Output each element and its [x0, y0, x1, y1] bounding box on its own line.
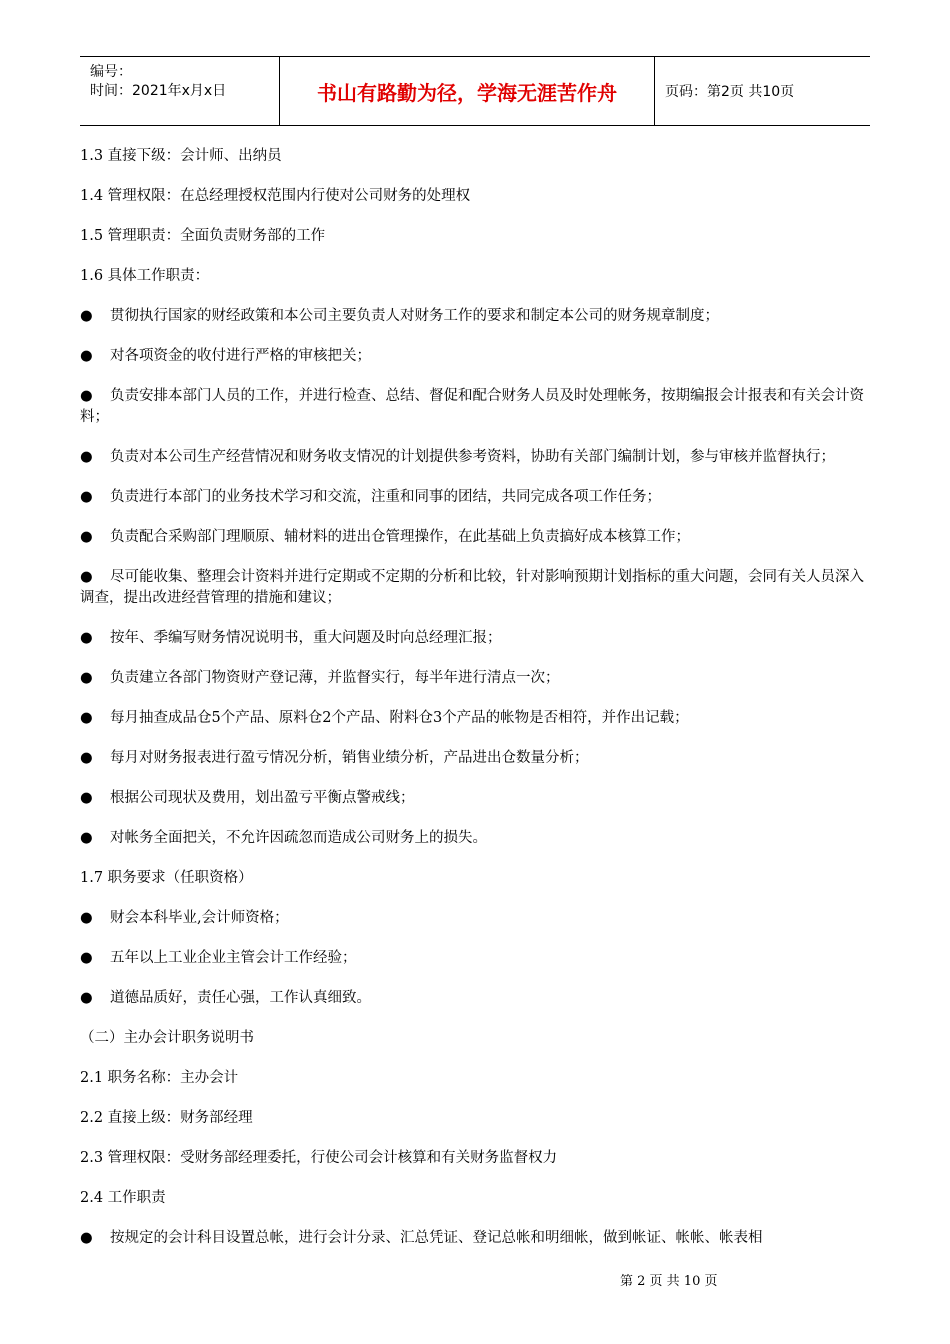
bullet-item [80, 527, 870, 548]
bullet-text: 五年以上工业企业主管会计工作经验； [110, 950, 357, 966]
bullet-item [80, 346, 870, 367]
bullet-item [80, 788, 870, 809]
paragraph: 1.5 管理职责：全面负责财务部的工作 [80, 228, 326, 244]
bullet-item [80, 306, 870, 327]
bullet-icon: ● [80, 1230, 93, 1246]
bullet-text: 每月抽查成品仓5个产品、原料仓2个产品、附料仓3个产品的帐物是否相符，并作出记载； [110, 710, 689, 726]
bullet-icon: ● [80, 710, 93, 726]
paragraph: 2.3 管理权限：受财务部经理委托，行使公司会计核算和有关财务监督权力 [80, 1150, 558, 1166]
bullet-item [80, 988, 870, 1009]
bullet-icon: ● [80, 790, 93, 806]
bullet-text: 每月对财务报表进行盈亏情况分析，销售业绩分析，产品进出仓数量分析； [110, 750, 589, 766]
document-body [80, 146, 870, 1268]
bullet-item [80, 1228, 870, 1249]
bullet-item [80, 447, 870, 468]
header-info-cell [80, 57, 280, 125]
paragraph: 1.6 具体工作职责： [80, 268, 210, 284]
bullet-icon: ● [80, 830, 93, 846]
paragraph: 2.4 工作职责 [80, 1190, 166, 1206]
page-footer: 第 2 页 共 10 页 [620, 1274, 718, 1289]
paragraph: 1.7 职务要求（任职资格） [80, 870, 253, 886]
paragraph: 1.3 直接下级：会计师、出纳员 [80, 148, 282, 164]
bullet-text: 负责安排本部门人员的工作，并进行检查、总结、督促和配合财务人员及时处理帐务，按期编报会计报表和有关会计资料； [80, 388, 864, 425]
paragraph: 2.2 直接上级：财务部经理 [80, 1110, 253, 1126]
bullet-item [80, 487, 870, 508]
bullet-item [80, 948, 870, 969]
bullet-text: 道德品质好，责任心强，工作认真细致。 [110, 990, 371, 1006]
bullet-item [80, 567, 870, 609]
bullet-text: 尽可能收集、整理会计资料并进行定期或不定期的分析和比较，针对影响预期计划指标的重大问题，会同有关人员深入调查，提出改进经营管理的措施和建议； [80, 569, 864, 606]
bullet-icon: ● [80, 910, 93, 926]
bullet-text: 按年、季编写财务情况说明书，重大问题及时向总经理汇报； [110, 630, 502, 646]
number-label: 编号： [90, 64, 132, 80]
bullet-icon: ● [80, 630, 93, 646]
bullet-item [80, 748, 870, 769]
bullet-icon: ● [80, 308, 93, 324]
bullet-icon: ● [80, 750, 93, 766]
bullet-text: 负责建立各部门物资财产登记薄，并监督实行，每半年进行清点一次； [110, 670, 560, 686]
bullet-icon: ● [80, 990, 93, 1006]
header-page-info: 页码：第2页 共10页 [665, 84, 795, 100]
bullet-icon: ● [80, 489, 93, 505]
bullet-icon: ● [80, 449, 93, 465]
bullet-text: 负责配合采购部门理顺原、辅材料的进出仓管理操作，在此基础上负责搞好成本核算工作； [110, 529, 690, 545]
bullet-text: 贯彻执行国家的财经政策和本公司主要负责人对财务工作的要求和制定本公司的财务规章制度； [110, 308, 719, 324]
bullet-icon: ● [80, 569, 93, 585]
bullet-text: 负责进行本部门的业务技术学习和交流，注重和同事的团结，共同完成各项工作任务； [110, 489, 661, 505]
bullet-text: 根据公司现状及费用，划出盈亏平衡点警戒线； [110, 790, 415, 806]
paragraph: （二）主办会计职务说明书 [80, 1030, 254, 1046]
paragraph: 2.1 职务名称：主办会计 [80, 1070, 239, 1086]
bullet-item [80, 386, 870, 428]
header-motto: 书山有路勤为径，学海无涯苦作舟 [280, 57, 655, 125]
time-label: 时间：2021年x月x日 [90, 83, 227, 99]
bullet-icon: ● [80, 529, 93, 545]
bullet-text: 负责对本公司生产经营情况和财务收支情况的计划提供参考资料，协助有关部门编制计划，参与审核并监督执行； [110, 449, 835, 465]
bullet-icon: ● [80, 388, 93, 404]
bullet-item [80, 708, 870, 729]
bullet-text: 财会本科毕业,会计师资格； [110, 910, 289, 926]
bullet-icon: ● [80, 950, 93, 966]
bullet-item [80, 668, 870, 689]
paragraph: 1.4 管理权限：在总经理授权范围内行使对公司财务的处理权 [80, 188, 471, 204]
bullet-item [80, 908, 870, 929]
bullet-item [80, 828, 870, 849]
bullet-item [80, 628, 870, 649]
page-header [80, 56, 870, 126]
bullet-text: 对帐务全面把关，不允许因疏忽而造成公司财务上的损失。 [110, 830, 487, 846]
bullet-text: 对各项资金的收付进行严格的审核把关； [110, 348, 371, 364]
bullet-icon: ● [80, 348, 93, 364]
bullet-icon: ● [80, 670, 93, 686]
bullet-text: 按规定的会计科目设置总帐，进行会计分录、汇总凭证、登记总帐和明细帐，做到帐证、帐帐、帐表相 [110, 1230, 763, 1246]
